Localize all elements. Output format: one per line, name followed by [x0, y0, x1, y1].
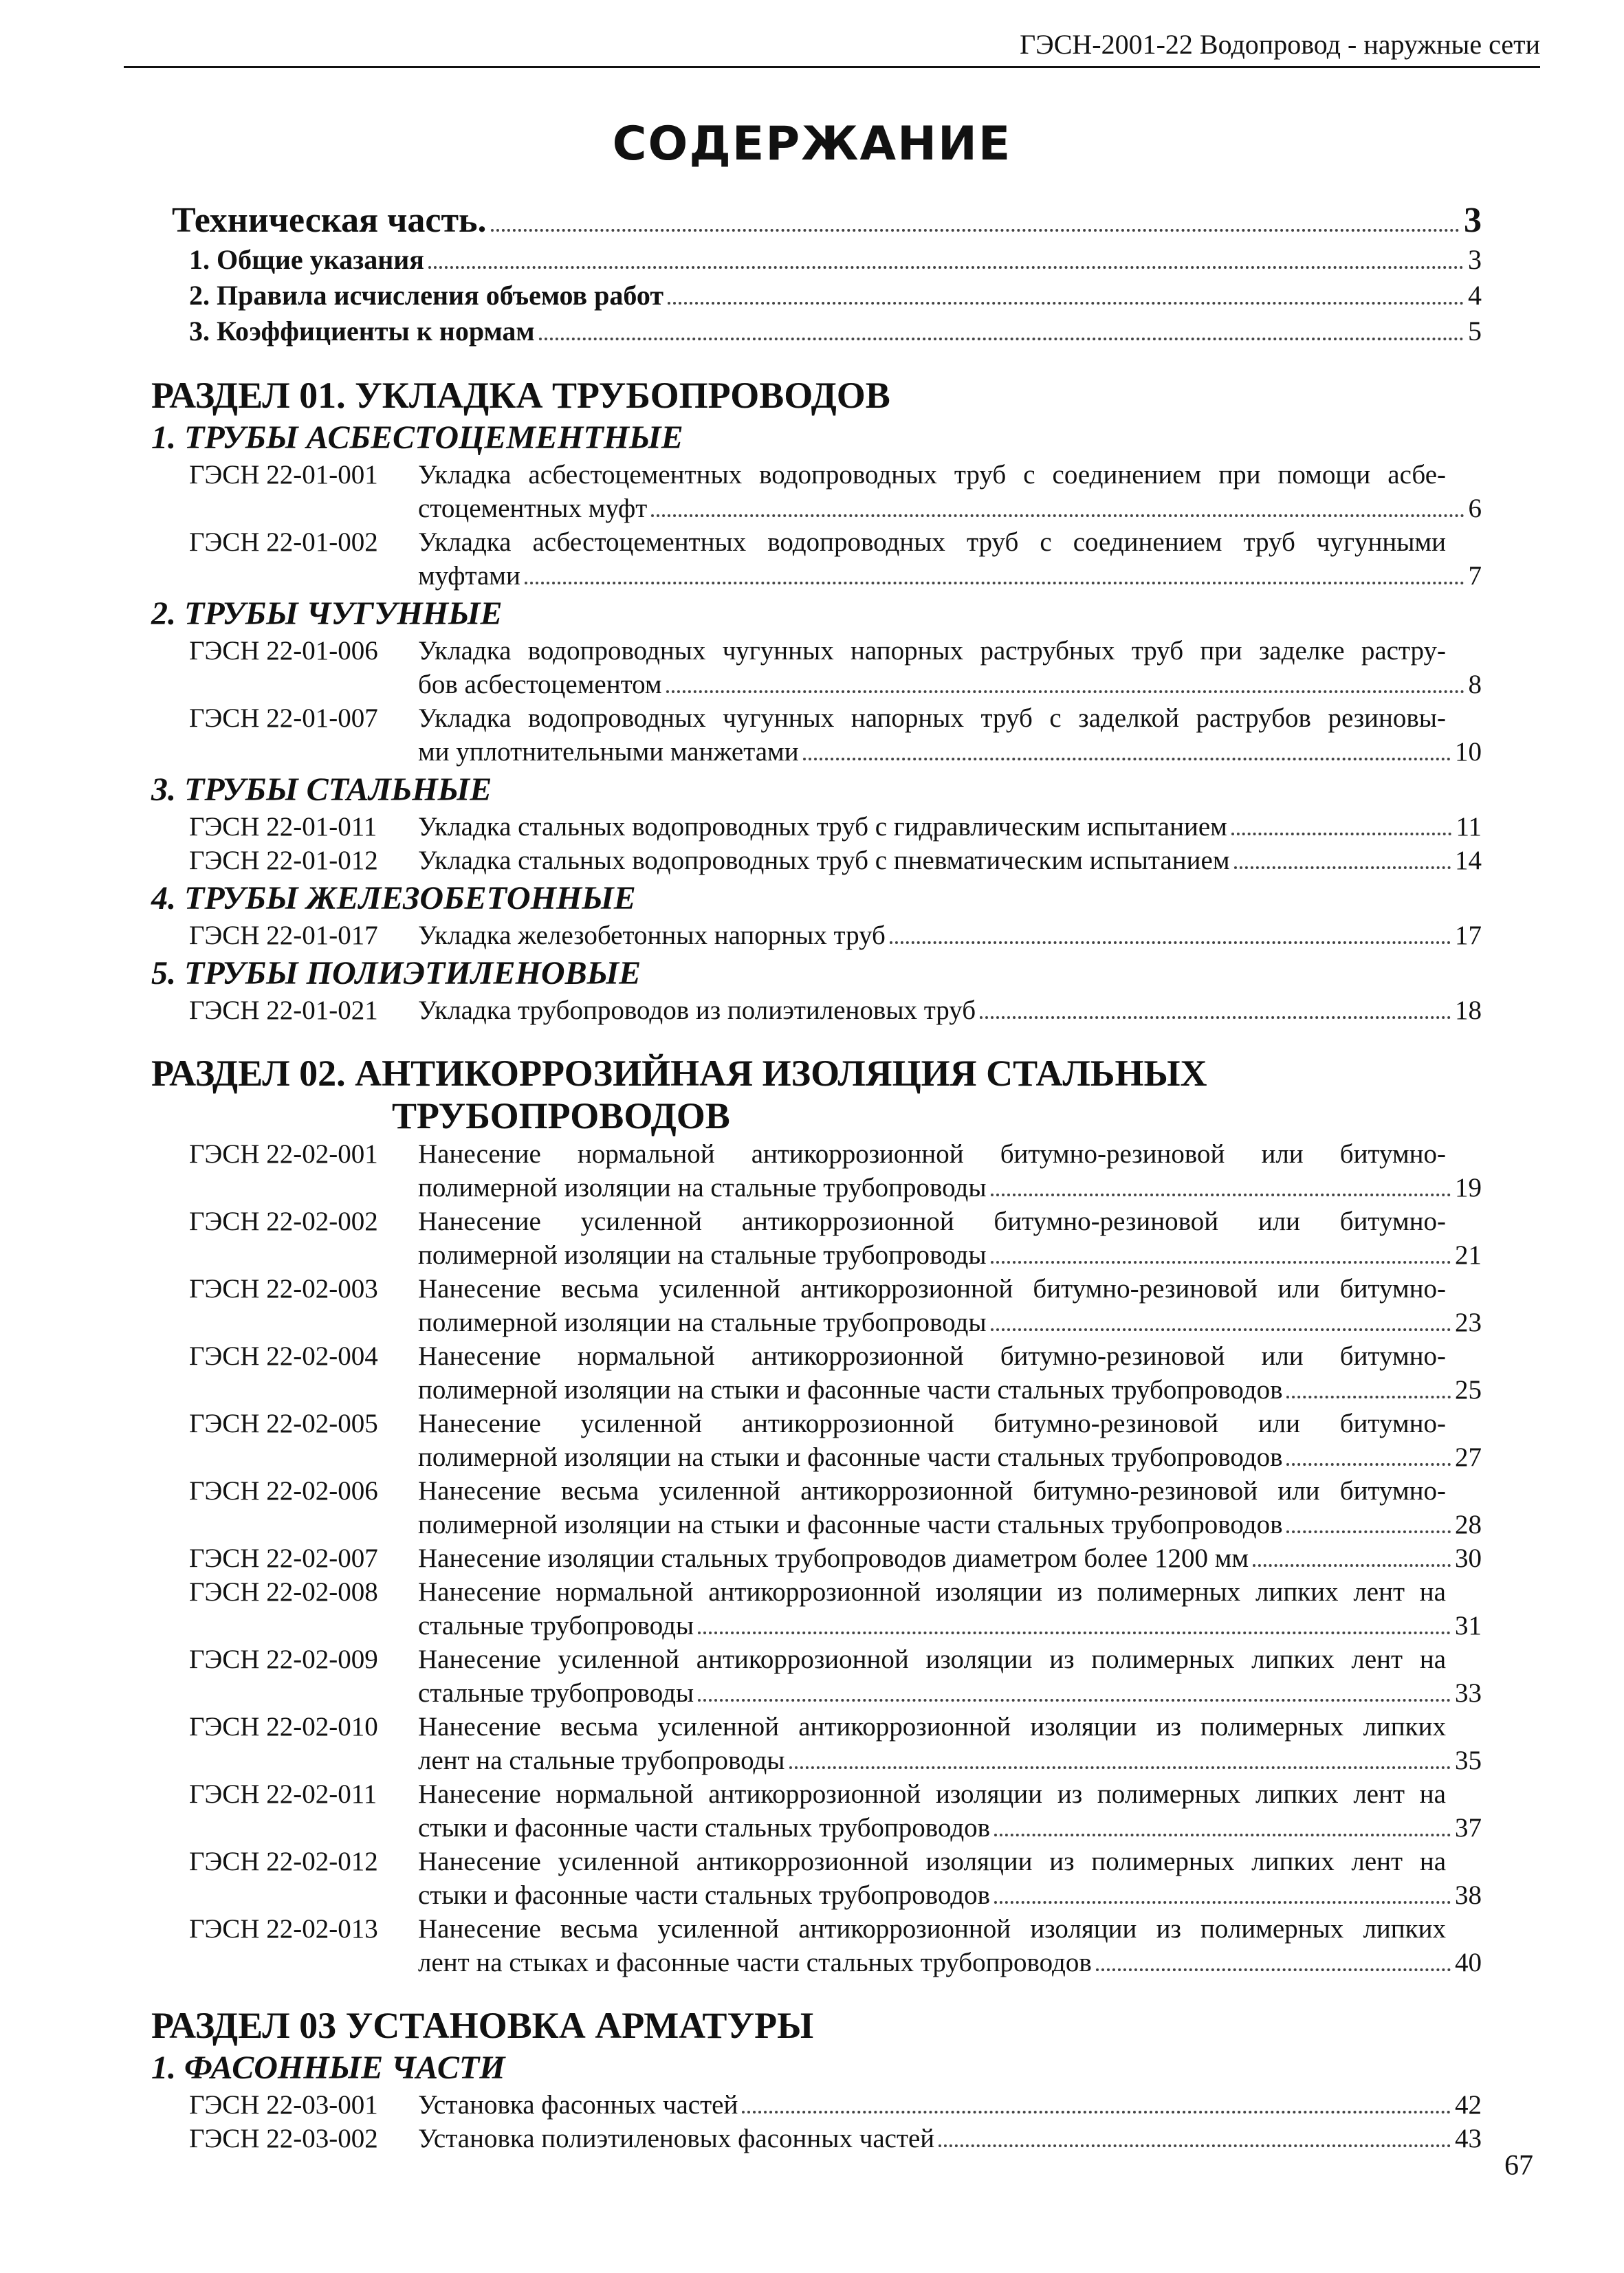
description-line: полимерной изоляции на стыки и фасонные части стальных трубопроводов	[418, 1510, 1283, 1539]
toc-entry[interactable]	[0, 919, 1482, 952]
dot-leader	[939, 2144, 1451, 2147]
toc-entry-description	[418, 1272, 1482, 1339]
description-line: полимерной изоляции на стальные трубопроводы	[418, 1240, 987, 1270]
toc-page-ref: 28	[1455, 1510, 1482, 1539]
dot-leader	[1234, 866, 1451, 869]
toc-entry-code: ГЭСН 22-02-009	[189, 1645, 378, 1674]
dot-leader	[539, 338, 1464, 340]
toc-page-ref: 31	[1455, 1611, 1482, 1640]
dot-leader	[668, 302, 1464, 305]
toc-page-ref: 25	[1455, 1375, 1482, 1405]
toc-page-ref: 8	[1468, 670, 1482, 699]
dot-leader	[698, 1632, 1451, 1634]
toc-page-ref: 10	[1455, 737, 1482, 767]
toc-page-ref: 37	[1455, 1813, 1482, 1843]
toc-entry-code: ГЭСН 22-03-002	[189, 2124, 378, 2153]
toc-page-ref: 27	[1455, 1442, 1482, 1472]
toc-technical-title: Техническая часть.	[172, 201, 487, 240]
description-line: Нанесение усиленной антикоррозионной изоляции из полимерных липких лент на	[418, 1645, 1446, 1674]
toc-item-label: 1. Общие указания	[189, 244, 424, 275]
description-line: стыки и фасонные части стальных трубопроводов	[418, 1880, 991, 1910]
description-last-line	[418, 1946, 1482, 1979]
description-line: Нанесение усиленной антикоррозионной изоляции из полимерных липких лент на	[418, 1847, 1446, 1876]
toc-page-ref: 17	[1455, 921, 1482, 950]
toc-entry[interactable]	[0, 2122, 1482, 2155]
dot-leader	[890, 941, 1451, 944]
description-last-line	[418, 1238, 1482, 1272]
toc-entry-description	[418, 1407, 1482, 1474]
toc-technical-items	[0, 242, 1624, 349]
toc-page-ref: 19	[1455, 1173, 1482, 1203]
toc-section-heading[interactable]	[151, 374, 1499, 417]
toc-entry-code: ГЭСН 22-02-002	[189, 1207, 378, 1236]
toc-entry[interactable]	[0, 1407, 1482, 1474]
toc-entry-code: ГЭСН 22-02-008	[189, 1577, 378, 1607]
toc-entry[interactable]	[0, 1643, 1482, 1710]
description-line: Нанесение нормальной антикоррозионной битумно-резиновой или битумно-	[418, 1139, 1446, 1169]
toc-subsection-heading[interactable]: 1. ФАСОННЫЕ ЧАСТИ	[151, 2050, 505, 2086]
dot-leader	[980, 1016, 1451, 1019]
description-line: муфтами	[418, 561, 520, 591]
toc-entry-description	[418, 2122, 1482, 2155]
description-line: Нанесение нормальной антикоррозионной изоляции из полимерных липких лент на	[418, 1577, 1446, 1607]
dot-leader	[1286, 1396, 1451, 1398]
toc-technical-item[interactable]	[189, 242, 1482, 278]
description-last-line	[418, 1171, 1482, 1205]
toc-page-ref: 3	[1464, 201, 1482, 240]
dot-leader	[1286, 1530, 1451, 1533]
description-line: Установка фасонных частей	[418, 2090, 738, 2120]
page-title: СОДЕРЖАНИЕ	[612, 117, 1012, 171]
description-line: Укладка стальных водопроводных труб с гидравлическим испытанием	[418, 812, 1227, 842]
description-line: Укладка железобетонных напорных труб	[418, 921, 886, 950]
toc-page-ref: 21	[1455, 1240, 1482, 1270]
description-last-line	[418, 1373, 1482, 1407]
toc-page-ref: 35	[1455, 1746, 1482, 1775]
description-last-line	[418, 492, 1482, 525]
toc-entry-code: ГЭСН 22-02-013	[189, 1914, 378, 1944]
toc-entry-description	[418, 634, 1482, 701]
toc-technical-part[interactable]	[172, 199, 1482, 242]
toc-subsection-heading[interactable]: 5. ТРУБЫ ПОЛИЭТИЛЕНОВЫЕ	[151, 955, 641, 991]
description-line: ми уплотнительными манжетами	[418, 737, 799, 767]
description-line: Нанесение весьма усиленной антикоррозионной битумно-резиновой или битумно-	[418, 1476, 1446, 1506]
dot-leader	[991, 1261, 1451, 1264]
dot-leader	[803, 758, 1451, 760]
description-last-line	[418, 668, 1482, 701]
toc-page-ref: 23	[1455, 1308, 1482, 1337]
toc-entry-code: ГЭСН 22-02-007	[189, 1544, 378, 1573]
dot-leader	[994, 1901, 1451, 1904]
toc-entry[interactable]	[0, 1575, 1482, 1643]
description-last-line	[418, 1878, 1482, 1912]
toc-page-ref: 42	[1455, 2090, 1482, 2120]
toc-entry[interactable]	[0, 1710, 1482, 1777]
toc-entry-code: ГЭСН 22-02-004	[189, 1341, 378, 1371]
toc-entry-code: ГЭСН 22-02-001	[189, 1139, 378, 1169]
page-number: 67	[1504, 2150, 1533, 2182]
description-line: полимерной изоляции на стальные трубопроводы	[418, 1173, 987, 1203]
toc-entry-code: ГЭСН 22-01-001	[189, 460, 378, 490]
toc-entry-description	[418, 1643, 1482, 1710]
toc-page-ref: 30	[1455, 1544, 1482, 1573]
toc-page-ref: 14	[1455, 846, 1482, 875]
toc-entry[interactable]	[0, 701, 1482, 769]
dot-leader	[789, 1766, 1451, 1769]
toc-entry[interactable]	[0, 1272, 1482, 1339]
toc-entry-description	[418, 458, 1482, 525]
dot-leader	[994, 1834, 1451, 1836]
description-last-line	[418, 1609, 1482, 1643]
toc-page-ref: 6	[1468, 494, 1482, 523]
description-last-line	[418, 2088, 1482, 2122]
dot-leader	[698, 1699, 1451, 1702]
toc-page-ref: 11	[1456, 812, 1482, 842]
description-last-line	[418, 810, 1482, 844]
section-heading-line: ТРУБОПРОВОДОВ	[392, 1095, 730, 1136]
toc-entry[interactable]	[0, 1777, 1482, 1845]
toc-entry-code: ГЭСН 22-03-001	[189, 2090, 378, 2120]
toc-page-ref: 40	[1455, 1948, 1482, 1977]
toc-entry-description	[418, 1575, 1482, 1643]
toc-entry[interactable]	[0, 1137, 1482, 1205]
toc-page-ref: 43	[1455, 2124, 1482, 2153]
toc-entry-description	[418, 1912, 1482, 1979]
toc-page-ref: 38	[1455, 1880, 1482, 1910]
description-line: Укладка водопроводных чугунных напорных труб с заделкой раструбов резиновы-	[418, 703, 1446, 733]
description-last-line	[418, 919, 1482, 952]
toc-page-ref: 5	[1468, 316, 1482, 347]
description-last-line	[418, 559, 1482, 593]
dot-leader	[991, 1328, 1451, 1331]
table-of-contents	[0, 199, 1624, 2155]
toc-entry[interactable]	[0, 1541, 1482, 1575]
toc-subsection-heading[interactable]: 3. ТРУБЫ СТАЛЬНЫЕ	[151, 771, 492, 808]
toc-entry-description	[418, 993, 1482, 1027]
description-last-line	[418, 1440, 1482, 1474]
description-line: бов асбестоцементом	[418, 670, 662, 699]
dot-leader	[525, 582, 1464, 584]
toc-entry-code: ГЭСН 22-02-006	[189, 1476, 378, 1506]
toc-entry-description	[418, 919, 1482, 952]
toc-entry-description	[418, 525, 1482, 593]
toc-entry-code: ГЭСН 22-01-002	[189, 527, 378, 557]
toc-entry-code: ГЭСН 22-01-007	[189, 703, 378, 733]
toc-entry-code: ГЭСН 22-01-006	[189, 636, 378, 666]
toc-entry[interactable]	[0, 2088, 1482, 2122]
toc-entry[interactable]	[0, 634, 1482, 701]
toc-entry-code: ГЭСН 22-01-011	[189, 812, 377, 842]
dot-leader	[491, 229, 1460, 232]
description-line: полимерной изоляции на стыки и фасонные части стальных трубопроводов	[418, 1375, 1283, 1405]
toc-sections	[0, 374, 1624, 2155]
dot-leader	[1231, 833, 1452, 835]
toc-entry-code: ГЭСН 22-01-012	[189, 846, 378, 875]
description-line: Нанесение усиленной антикоррозионной битумно-резиновой или битумно-	[418, 1207, 1446, 1236]
section-heading-line: РАЗДЕЛ 01. УКЛАДКА ТРУБОПРОВОДОВ	[151, 375, 890, 416]
toc-page-ref: 3	[1468, 244, 1482, 275]
toc-entry-code: ГЭСН 22-01-021	[189, 996, 378, 1025]
dot-leader	[1253, 1564, 1451, 1567]
toc-entry[interactable]	[0, 1339, 1482, 1407]
toc-entry-description	[418, 1137, 1482, 1205]
toc-entry[interactable]	[0, 993, 1482, 1027]
dot-leader	[1286, 1463, 1451, 1466]
toc-section-heading[interactable]	[151, 1052, 1499, 1137]
toc-technical-item[interactable]	[189, 314, 1482, 349]
toc-subsection-heading[interactable]: 2. ТРУБЫ ЧУГУННЫЕ	[151, 595, 503, 632]
section-heading-line: РАЗДЕЛ 03 УСТАНОВКА АРМАТУРЫ	[151, 2005, 814, 2046]
description-line: стыки и фасонные части стальных трубопроводов	[418, 1813, 991, 1843]
toc-entry-description	[418, 1474, 1482, 1541]
toc-technical-item[interactable]	[189, 278, 1482, 314]
description-last-line	[418, 1306, 1482, 1339]
dot-leader	[666, 690, 1464, 693]
toc-entry-code: ГЭСН 22-02-005	[189, 1409, 378, 1438]
toc-entry[interactable]	[0, 458, 1482, 525]
toc-item-label: 3. Коэффициенты к нормам	[189, 316, 535, 347]
description-line: стоцементных муфт	[418, 494, 648, 523]
description-line: стальные трубопроводы	[418, 1611, 694, 1640]
toc-entry[interactable]	[0, 1912, 1482, 1979]
toc-entry-code: ГЭСН 22-02-012	[189, 1847, 378, 1876]
description-last-line	[418, 735, 1482, 769]
toc-entry-code: ГЭСН 22-02-003	[189, 1274, 378, 1304]
description-line: Нанесение весьма усиленной антикоррозионной битумно-резиновой или битумно-	[418, 1274, 1446, 1304]
description-line: Нанесение весьма усиленной антикоррозионной изоляции из полимерных липких	[418, 1712, 1446, 1742]
description-line: Укладка водопроводных чугунных напорных раструбных труб при заделке растру-	[418, 636, 1446, 666]
section-heading-line: РАЗДЕЛ 02. АНТИКОРРОЗИЙНАЯ ИЗОЛЯЦИЯ СТАЛЬНЫХ	[151, 1053, 1207, 1094]
toc-item-label: 2. Правила исчисления объемов работ	[189, 280, 663, 311]
description-last-line	[418, 1508, 1482, 1541]
dot-leader	[1096, 1968, 1451, 1971]
description-last-line	[418, 2122, 1482, 2155]
dot-leader	[428, 266, 1464, 269]
dot-leader	[742, 2111, 1451, 2113]
toc-page-ref: 7	[1468, 561, 1482, 591]
description-last-line	[418, 1811, 1482, 1845]
description-line: лент на стальные трубопроводы	[418, 1746, 785, 1775]
description-line: Укладка стальных водопроводных труб с пневматическим испытанием	[418, 846, 1230, 875]
toc-entry-code: ГЭСН 22-01-017	[189, 921, 378, 950]
description-last-line	[418, 1541, 1482, 1575]
toc-entry-code: ГЭСН 22-02-011	[189, 1779, 377, 1809]
toc-entry-code: ГЭСН 22-02-010	[189, 1712, 378, 1742]
toc-section-heading[interactable]	[151, 2004, 1499, 2047]
toc-entry-description	[418, 2088, 1482, 2122]
toc-entry[interactable]	[0, 1474, 1482, 1541]
toc-entry-description	[418, 1541, 1482, 1575]
description-line: Нанесение изоляции стальных трубопроводов диаметром более 1200 мм	[418, 1544, 1249, 1573]
toc-page-ref: 18	[1455, 996, 1482, 1025]
toc-subsection-heading[interactable]: 4. ТРУБЫ ЖЕЛЕЗОБЕТОННЫЕ	[151, 880, 636, 916]
description-line: полимерной изоляции на стыки и фасонные части стальных трубопроводов	[418, 1442, 1283, 1472]
description-line: Укладка асбестоцементных водопроводных труб с соединением труб чугунными	[418, 527, 1446, 557]
toc-subsection-heading[interactable]: 1. ТРУБЫ АСБЕСТОЦЕМЕНТНЫЕ	[151, 419, 683, 456]
toc-entry[interactable]	[0, 1205, 1482, 1272]
toc-entry-description	[418, 701, 1482, 769]
description-last-line	[418, 844, 1482, 877]
dot-leader	[991, 1194, 1451, 1196]
description-line: лент на стыках и фасонные части стальных трубопроводов	[418, 1948, 1092, 1977]
toc-entry-description	[418, 1339, 1482, 1407]
toc-entry-description	[418, 1205, 1482, 1272]
toc-entry-description	[418, 1845, 1482, 1912]
toc-entry[interactable]	[0, 525, 1482, 593]
toc-entry-description	[418, 1710, 1482, 1777]
toc-entry[interactable]	[0, 844, 1482, 877]
description-line: стальные трубопроводы	[418, 1678, 694, 1708]
description-line: полимерной изоляции на стальные трубопроводы	[418, 1308, 987, 1337]
toc-entry[interactable]	[0, 810, 1482, 844]
toc-page-ref: 33	[1455, 1678, 1482, 1708]
toc-entry-description	[418, 844, 1482, 877]
dot-leader	[651, 514, 1464, 517]
description-last-line	[418, 1676, 1482, 1710]
description-last-line	[418, 993, 1482, 1027]
description-line: Укладка асбестоцементных водопроводных труб с соединением при помощи асбе-	[418, 460, 1446, 490]
running-header: ГЭСН-2001-22 Водопровод - наружные сети	[124, 28, 1540, 68]
toc-entry[interactable]	[0, 1845, 1482, 1912]
toc-entry-description	[418, 1777, 1482, 1845]
description-last-line	[418, 1744, 1482, 1777]
toc-page-ref: 4	[1468, 280, 1482, 311]
description-line: Нанесение усиленной антикоррозионной битумно-резиновой или битумно-	[418, 1409, 1446, 1438]
description-line: Укладка трубопроводов из полиэтиленовых труб	[418, 996, 976, 1025]
description-line: Установка полиэтиленовых фасонных частей	[418, 2124, 935, 2153]
description-line: Нанесение весьма усиленной антикоррозионной изоляции из полимерных липких	[418, 1914, 1446, 1944]
description-line: Нанесение нормальной антикоррозионной изоляции из полимерных липких лент на	[418, 1779, 1446, 1809]
toc-entry-description	[418, 810, 1482, 844]
description-line: Нанесение нормальной антикоррозионной битумно-резиновой или битумно-	[418, 1341, 1446, 1371]
